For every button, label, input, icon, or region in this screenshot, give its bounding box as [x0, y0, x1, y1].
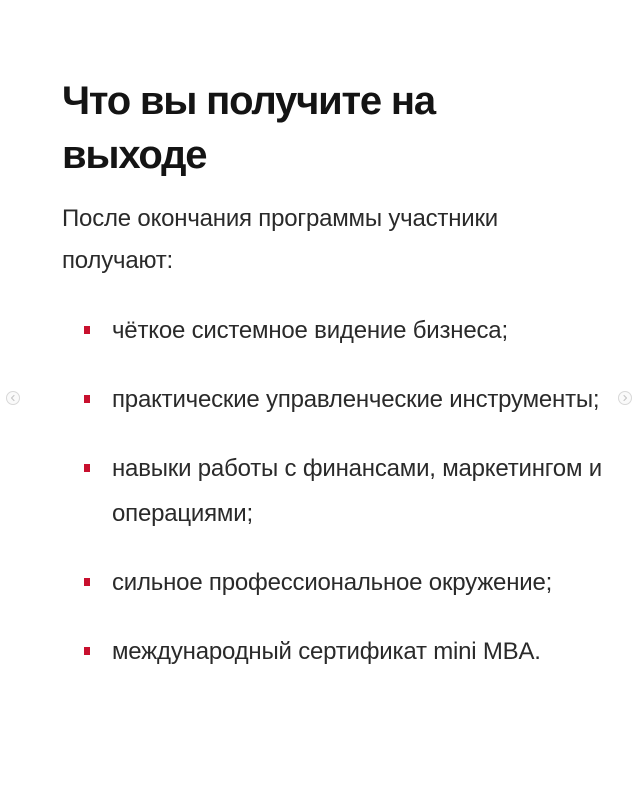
list-item-text: практические управленческие инструменты;: [112, 386, 600, 413]
bullet-marker: [84, 395, 90, 403]
bullet-marker: [84, 578, 90, 586]
next-slide-button[interactable]: [618, 391, 632, 405]
previous-slide-button[interactable]: [6, 391, 20, 405]
page-title: Что вы получите на выходе: [62, 79, 435, 177]
bullet-marker: [84, 326, 90, 334]
list-item-text: чёткое системное видение бизнеса;: [112, 317, 508, 344]
chevron-right-icon: [621, 394, 629, 402]
list-item: [62, 446, 602, 536]
list-item: [62, 629, 602, 674]
bullet-marker: [84, 647, 90, 655]
list-item-text: сильное профессиональное окружение;: [112, 569, 553, 596]
benefits-list: [62, 308, 602, 698]
list-item: [62, 377, 602, 422]
chevron-left-icon: [9, 394, 17, 402]
list-item-text: международный сертификат mini MBA.: [112, 638, 541, 665]
list-item: [62, 308, 602, 353]
bullet-marker: [84, 464, 90, 472]
list-item-text: навыки работы с финансами, маркетингом и операциями;: [112, 455, 602, 527]
list-item: [62, 560, 602, 605]
intro-text: После окончания программы участники получают:: [62, 205, 498, 274]
